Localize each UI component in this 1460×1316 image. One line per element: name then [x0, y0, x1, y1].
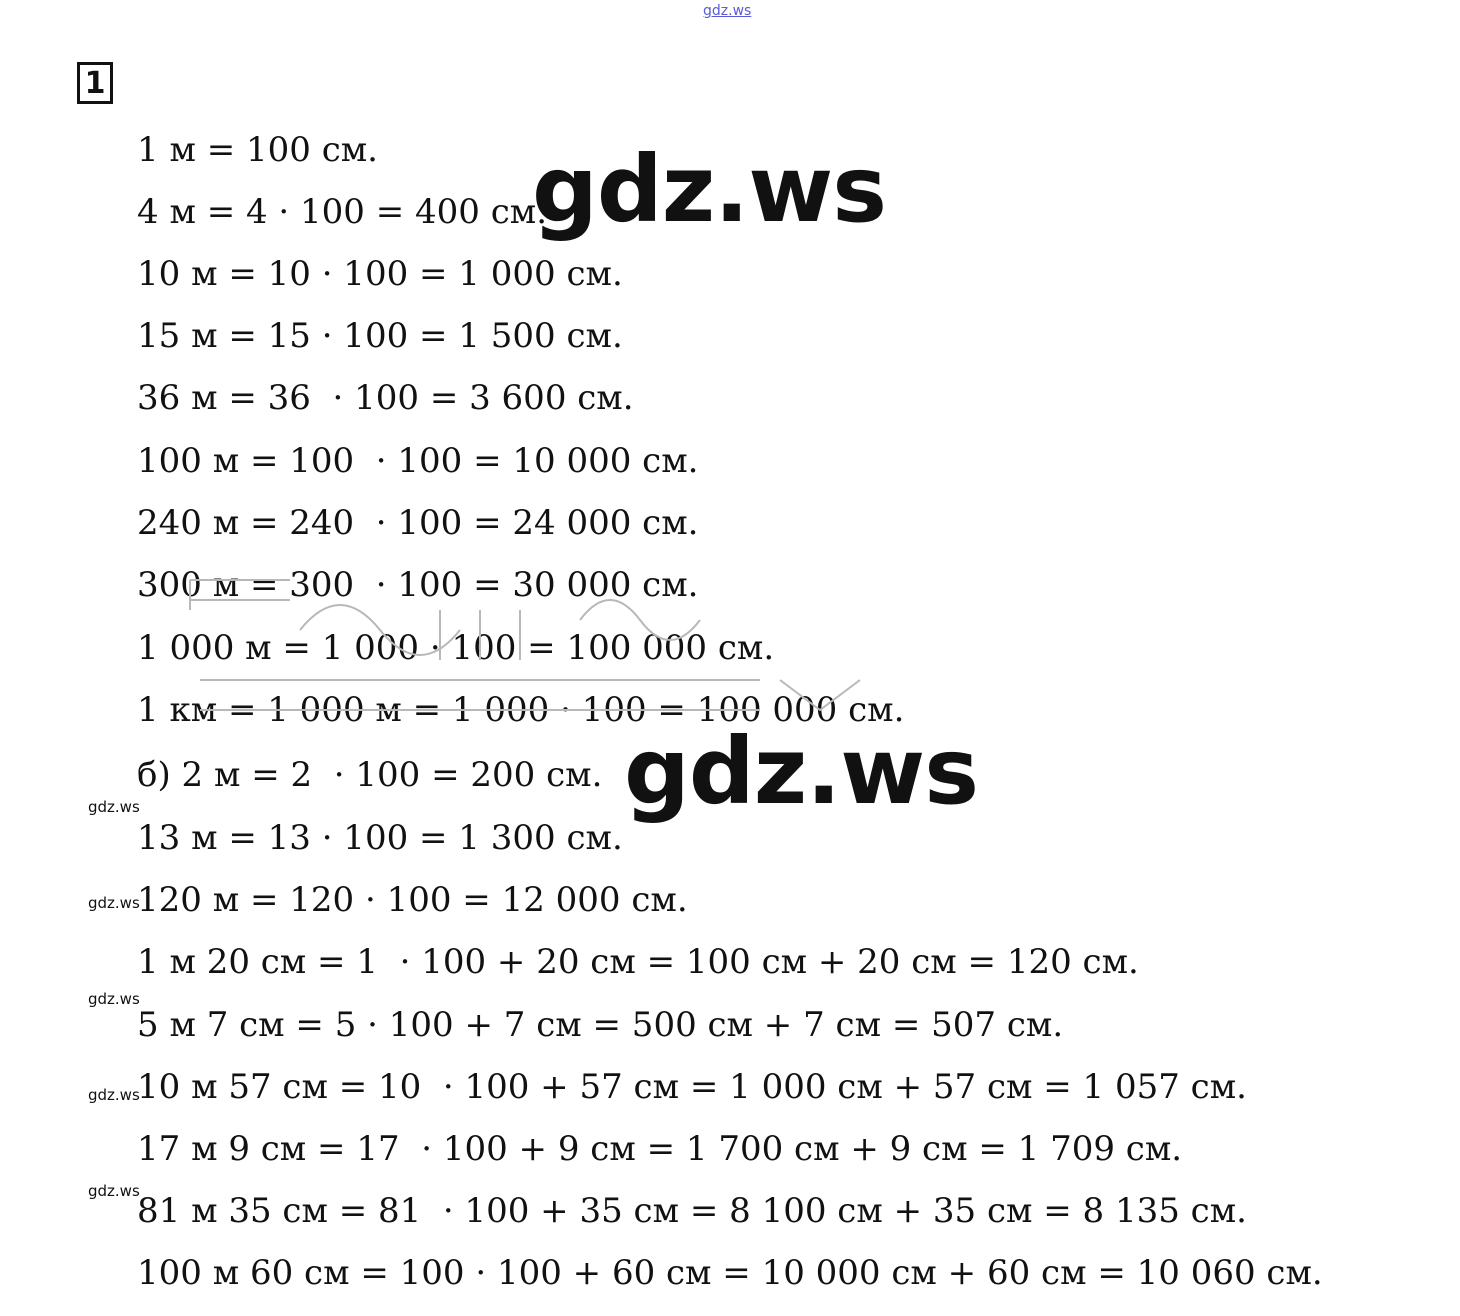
small-watermark: gdz.ws: [88, 798, 140, 816]
small-watermark: gdz.ws: [88, 990, 140, 1008]
equation-line: 36 м = 36 · 100 = 3 600 см.: [137, 378, 634, 418]
small-watermark: gdz.ws: [88, 1086, 140, 1104]
equation-line: 1 000 м = 1 000 · 100 = 100 000 см.: [137, 628, 775, 668]
equation-line: 120 м = 120 · 100 = 12 000 см.: [137, 880, 688, 920]
small-watermark: gdz.ws: [88, 894, 140, 912]
equation-line: 13 м = 13 · 100 = 1 300 см.: [137, 818, 623, 858]
equation-line: 1 км = 1 000 м = 1 000 · 100 = 100 000 см.: [137, 690, 905, 730]
equation-line: 17 м 9 см = 17 · 100 + 9 см = 1 700 см + 9 см = 1 709 см.: [137, 1129, 1183, 1169]
task-number-box: 1: [77, 62, 113, 104]
equation-line: 5 м 7 см = 5 · 100 + 7 см = 500 см + 7 см = 507 см.: [137, 1005, 1064, 1045]
faint-watermark-logo: [180, 570, 900, 730]
equation-line: 15 м = 15 · 100 = 1 500 см.: [137, 316, 623, 356]
equation-line: 10 м = 10 · 100 = 1 000 см.: [137, 254, 623, 294]
equation-line: 100 м = 100 · 100 = 10 000 см.: [137, 441, 699, 481]
equation-line: 81 м 35 см = 81 · 100 + 35 см = 8 100 см + 35 см = 8 135 см.: [137, 1191, 1247, 1231]
equation-line: б) 2 м = 2 · 100 = 200 см.: [137, 755, 603, 795]
big-watermark: gdz.ws: [624, 718, 978, 825]
small-watermark: gdz.ws: [88, 1182, 140, 1200]
big-watermark: gdz.ws: [532, 136, 886, 243]
equation-line: 300 м = 300 · 100 = 30 000 см.: [137, 565, 699, 605]
equation-line: 100 м 60 см = 100 · 100 + 60 см = 10 000 см + 60 см = 10 060 см.: [137, 1253, 1323, 1293]
equation-line: 1 м = 100 см.: [137, 130, 378, 170]
equation-line: 4 м = 4 · 100 = 400 см.: [137, 192, 548, 232]
equation-line: 240 м = 240 · 100 = 24 000 см.: [137, 503, 699, 543]
equation-line: 1 м 20 см = 1 · 100 + 20 см = 100 см + 20 см = 120 см.: [137, 942, 1139, 982]
top-watermark-link[interactable]: gdz.ws: [703, 3, 752, 19]
equation-line: 10 м 57 см = 10 · 100 + 57 см = 1 000 см + 57 см = 1 057 см.: [137, 1067, 1247, 1107]
